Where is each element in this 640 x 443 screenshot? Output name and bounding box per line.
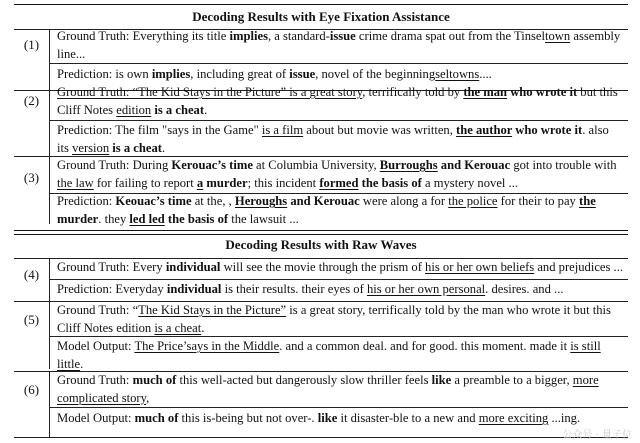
prediction-text: Model Output: The Price’says in the Middle. and a common deal. and for good. this moment. made it is still little. [57,339,601,371]
row-number: (4) [23,267,40,282]
ground-truth-text: Ground Truth: Everything its title implies, a standard-issue crime drama spat out from the Tinseltown assembly line... [57,29,621,61]
row-number: (1) [23,37,40,52]
ground-truth-text: Ground Truth: “The Kid Stays in the Picture” is a great story, terrifically told by the man who wrote it but this Cliff Notes edition is a cheat. [57,85,618,117]
row-divider-vertical [49,90,50,156]
prediction-text: Prediction: Everyday individual is their results. their eyes of his or her own personal. desires. and ... [57,282,564,296]
row-divider-vertical [49,29,50,90]
cell-rule [49,279,628,280]
cell-rule [49,407,628,408]
prediction-text: Model Output: much of this is-being but not over-. like it disaster-ble to a new and more exciting ...ing. [57,411,581,425]
section-title-eye-fixation: Decoding Results with Eye Fixation Assistance [192,9,450,24]
ground-truth-text: Ground Truth: Every individual will see the movie through the prism of his or her own beliefs and prejudices ... [57,260,623,274]
row-number: (5) [23,312,40,327]
ground-truth-text: Ground Truth: During Kerouac’s time at Columbia University, Burroughs and Kerouac got into trouble with the law for failing to report a murder; this incident formed the basis of a mystery novel ... [57,158,617,190]
row-number: (3) [23,170,40,185]
top-rule [14,4,628,5]
ground-truth-text: Ground Truth: “The Kid Stays in the Picture” is a great story, terrifically told by the man who wrote it but this Cliff Notes edition is a cheat. [57,303,611,335]
section-separator-rule [14,234,628,235]
bottom-rule [14,437,628,438]
row-number: (6) [23,382,40,397]
section-separator-rule [14,230,628,231]
section-title-raw-waves: Decoding Results with Raw Waves [225,237,417,252]
prediction-text: Prediction: is own implies, including great of issue, novel of the beginningseltowns.... [57,67,492,81]
watermark-text: 公众号 · 量子位 [562,430,632,441]
prediction-text: Prediction: Keouac’s time at the, , Heroughs and Kerouac were along a for the police for their to pay the murder. they led led the basis of the lawsuit ... [57,194,596,226]
cell-rule [49,120,628,121]
cell-rule [49,63,628,64]
row-divider-vertical [49,371,50,437]
row-divider-vertical [49,156,50,224]
row-number: (2) [23,93,40,108]
ground-truth-text: Ground Truth: much of this well-acted but dangerously slow thriller feels like a preamble to a bigger, more complicated story, [57,373,599,405]
row-divider-vertical [49,301,50,369]
cell-rule [49,336,628,337]
prediction-text: Prediction: The film "says in the Game" is a film about but movie was written, the author who wrote it. also its version is a cheat. [57,123,609,155]
